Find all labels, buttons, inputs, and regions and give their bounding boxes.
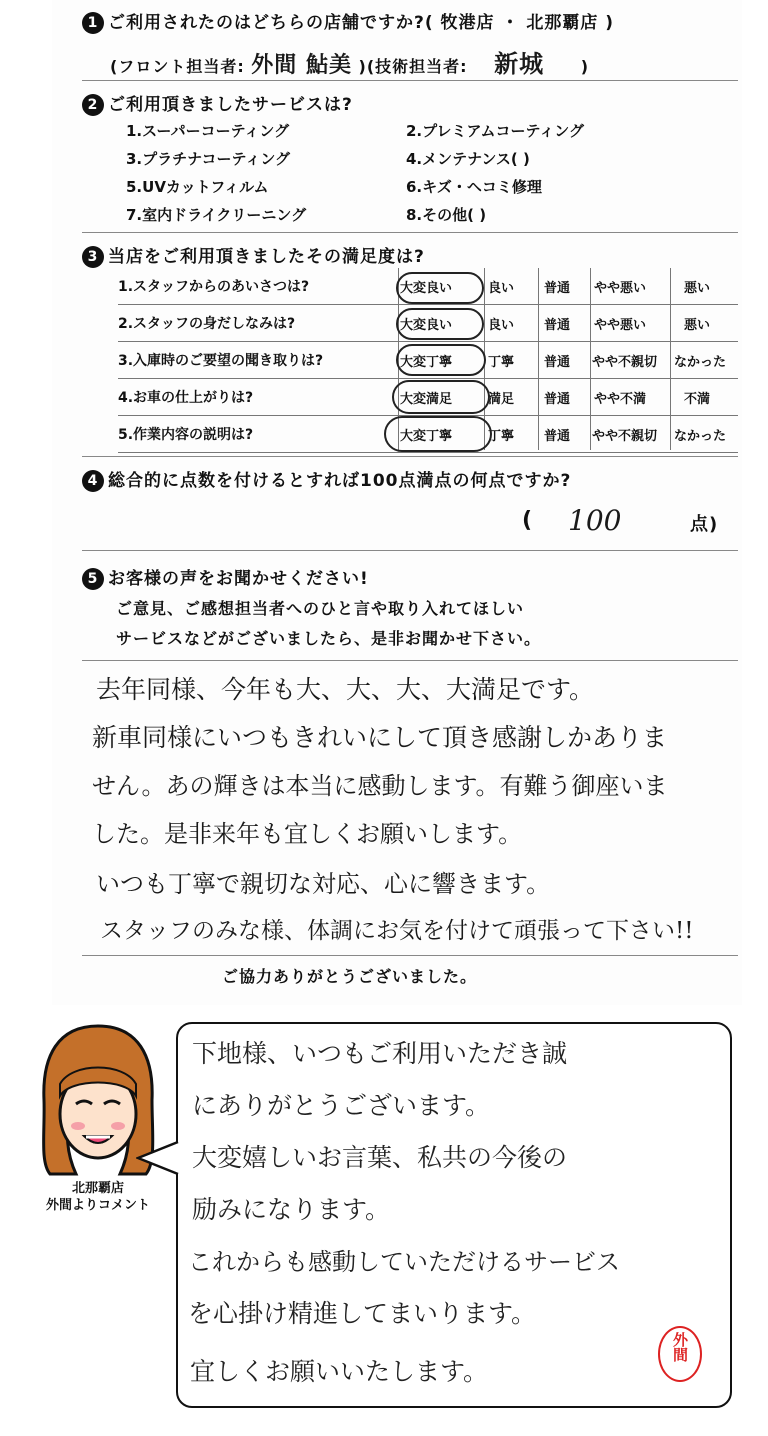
option-cell: なかった (674, 355, 727, 370)
divider (82, 80, 738, 85)
option-cell: 大変丁寧 (400, 429, 453, 444)
column-divider (670, 268, 671, 450)
customer-comment-line: 去年同様、今年も大、大、大、大満足です。 (96, 675, 595, 704)
front-staff-name: 外間 鮎美 (251, 52, 352, 78)
option-cell: 大変良い (400, 281, 453, 296)
overall-score: 100 (568, 504, 622, 537)
option-cell: やや悪い (594, 318, 647, 333)
customer-comment-line: いつも丁寧で親切な対応、心に響きます。 (96, 870, 551, 898)
q3-number-icon: 3 (82, 246, 104, 268)
service-item: 2.プレミアムコーティング (406, 122, 584, 140)
option-cell: 大変丁寧 (400, 355, 453, 370)
selection-circle (384, 416, 492, 452)
q1-number-icon: 1 (82, 12, 104, 34)
option-cell: 普通 (544, 281, 571, 296)
store-name: 北那覇店 (71, 1181, 124, 1196)
staff-comment-line: 大変嬉しいお言葉、私共の今後の (192, 1143, 568, 1172)
row-question: 3.入庫時のご要望の聞き取りは? (118, 353, 324, 369)
staff-comment-line: 宜しくお願いいたします。 (190, 1357, 489, 1386)
selection-circle (396, 272, 484, 304)
staff-comment-line: にありがとうございます。 (192, 1091, 491, 1120)
stamp-text: 外間 (671, 1332, 689, 1362)
column-divider (538, 268, 539, 450)
staff-comment-line: これからも感動していただけるサービス (188, 1248, 620, 1276)
customer-comment-line: スタッフのみな様、体調にお気を付けて頑張って下さい!! (100, 918, 694, 944)
customer-comment-line: 新車同様にいつもきれいにして頂き感謝しかありま (92, 723, 668, 752)
option-cell: やや悪い (594, 281, 647, 296)
comment-attribution: 外間よりコメント (45, 1198, 150, 1213)
option-cell: 大変満足 (400, 392, 453, 407)
q1-title: 1 ご利用されたのはどちらの店舗ですか?( 牧港店 ・ 北那覇店 ) (82, 8, 614, 34)
service-item: 5.UVカットフィルム (126, 178, 269, 196)
thanks-message: ご協力ありがとうございました。 (222, 967, 478, 986)
option-cell: 良い (488, 318, 515, 333)
service-item: 6.キズ・ヘコミ修理 (406, 178, 542, 196)
q1-staff-line: (フロント担当者: 外間 鮎美 )(技術担当者: 新城 ) (110, 49, 590, 78)
score-open-paren: ( (522, 508, 534, 533)
q2-number-icon: 2 (82, 94, 104, 116)
option-cell: 良い (488, 281, 515, 296)
option-cell: 普通 (544, 392, 571, 407)
staff-caption (36, 1180, 160, 1214)
divider (82, 550, 738, 555)
q4-title: 4 総合的に点数を付けるとすれば100点満点の何点ですか? (82, 466, 571, 492)
service-item: 4.メンテナンス( ) (406, 150, 530, 168)
option-cell: やや不親切 (592, 355, 658, 370)
staff-comment-line: 下地様、いつもご利用いただき誠 (192, 1039, 568, 1068)
option-cell: 悪い (684, 281, 711, 296)
q5-number-icon: 5 (82, 568, 104, 590)
option-cell: 不満 (684, 392, 711, 407)
option-cell: 悪い (684, 318, 711, 333)
customer-comment-line: した。是非来年も宜しくお願いします。 (92, 820, 523, 848)
front-staff-label: (フロント担当者: (110, 57, 245, 76)
staff-comment-line: を心掛け精進してまいります。 (188, 1299, 537, 1328)
selection-circle (396, 344, 486, 376)
service-item: 8.その他( ) (406, 206, 487, 224)
option-cell: 満足 (488, 392, 515, 407)
customer-comment-line: せん。あの輝きは本当に感動します。有難う御座いま (92, 772, 668, 800)
option-cell: 大変良い (400, 318, 453, 333)
option-cell: やや不親切 (592, 429, 658, 444)
service-item: 3.プラチナコーティング (126, 150, 291, 168)
q5-prompt-line: ご意見、ご感想担当者へのひと言や取り入れてほしい (116, 599, 525, 618)
option-cell: 普通 (544, 429, 571, 444)
selection-circle (392, 380, 490, 414)
bubble-tail (136, 1140, 180, 1176)
q4-number-icon: 4 (82, 470, 104, 492)
q3-title: 3 当店をご利用頂きましたその満足度は? (82, 242, 425, 268)
row-question: 2.スタッフの身だしなみは? (118, 316, 296, 332)
selection-circle (396, 308, 484, 340)
option-cell: なかった (674, 429, 727, 444)
service-item: 7.室内ドライクリーニング (126, 206, 307, 224)
q5-prompt-line: サービスなどがございましたら、是非お聞かせ下さい。 (116, 629, 542, 648)
name-stamp (658, 1326, 702, 1382)
staff-comment-line: 励みになります。 (192, 1195, 391, 1224)
row-question: 5.作業内容の説明は? (118, 427, 254, 443)
divider (82, 456, 738, 461)
option-cell: 普通 (544, 355, 571, 370)
option-cell: 普通 (544, 318, 571, 333)
divider (82, 955, 738, 960)
option-cell: 丁寧 (488, 355, 515, 370)
divider (82, 232, 738, 237)
score-unit: 点) (690, 514, 719, 535)
tech-staff-name: 新城 (494, 49, 545, 78)
tech-staff-label: )(技術担当者: (358, 57, 468, 76)
q2-title: 2 ご利用頂きましたサービスは? (82, 90, 353, 116)
divider (82, 660, 738, 665)
option-cell: 丁寧 (488, 429, 515, 444)
service-item: 1.スーパーコーティング (126, 122, 290, 140)
q5-title: 5 お客様の声をお聞かせください! (82, 564, 369, 590)
row-question: 4.お車の仕上がりは? (118, 390, 254, 406)
option-cell: やや不満 (594, 392, 647, 407)
row-question: 1.スタッフからのあいさつは? (118, 279, 310, 295)
column-divider (590, 268, 591, 450)
